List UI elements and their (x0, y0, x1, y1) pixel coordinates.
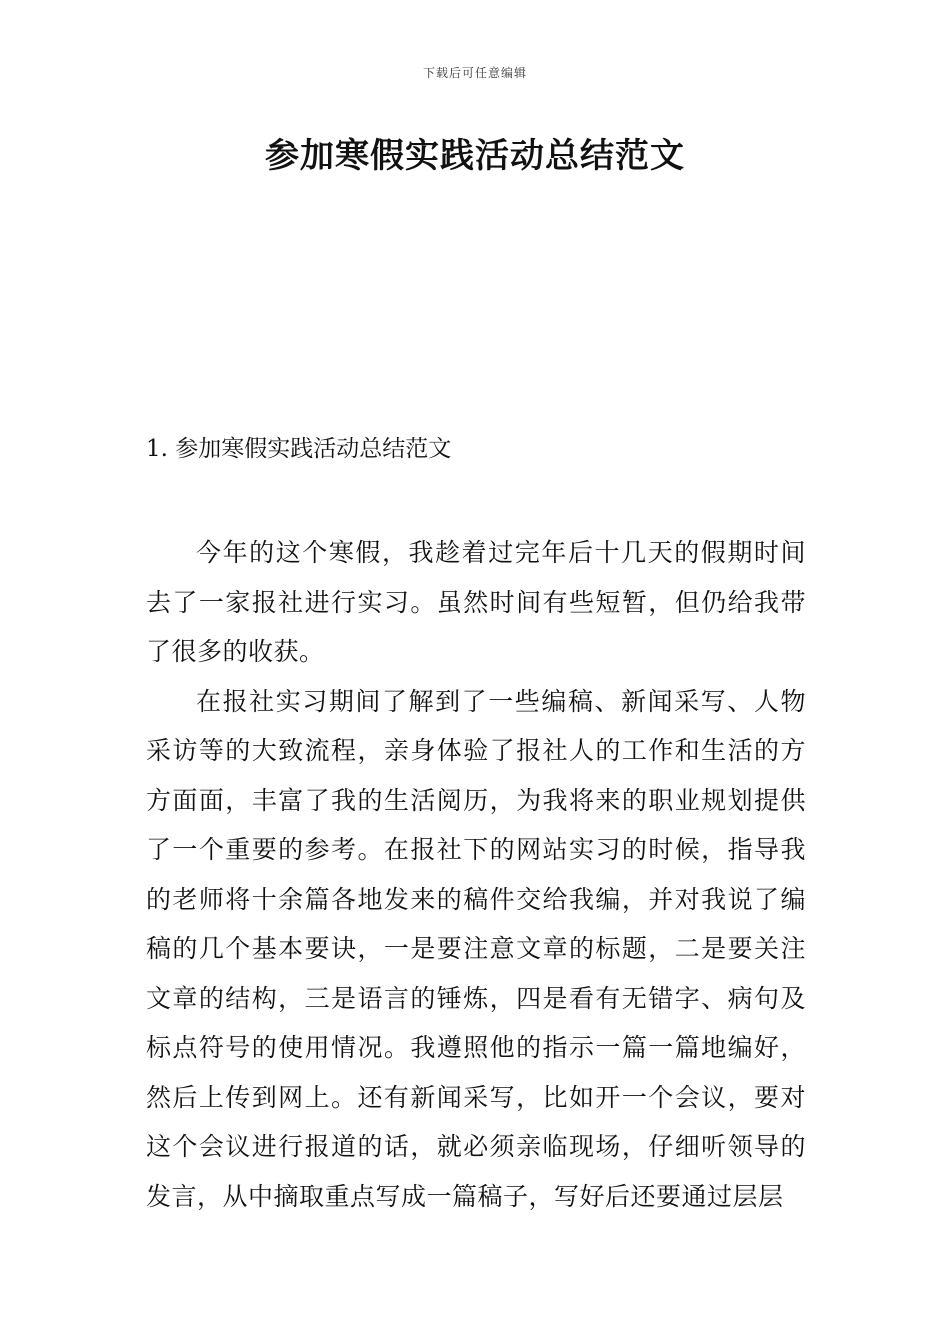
paragraph-1: 今年的这个寒假，我趁着过完年后十几天的假期时间去了一家报社进行实习。虽然时间有些短暂，但仍给我带了很多的收获。 (146, 538, 806, 666)
section-heading: 1. 参加寒假实践活动总结范文 (146, 436, 452, 462)
body-text (146, 528, 806, 1221)
paragraph-2: 在报社实习期间了解到了一些编稿、新闻采写、人物采访等的大致流程，亲身体验了报社人的工作和生活的方方面面，丰富了我的生活阅历，为我将来的职业规划提供了一个重要的参考。在报社下的网站实习的时候，指导我的老师将十余篇各地发来的稿件交给我编，并对我说了编稿的几个基本要诀，一是要注意文章的标题，二是要关注文章的结构，三是语言的锤炼，四是看有无错字、病句及标点符号的使用情况。我遵照他的指示一篇一篇地编好，然后上传到网上。还有新闻采写，比如开一个会议，要对这个会议进行报道的话，就必须亲临现场，仔细听领导的发言，从中摘取重点写成一篇稿子，写好后还要通过层层 (146, 686, 806, 1211)
document-title: 参加寒假实践活动总结范文 (265, 136, 685, 176)
header-note: 下载后可任意编辑 (422, 66, 527, 80)
